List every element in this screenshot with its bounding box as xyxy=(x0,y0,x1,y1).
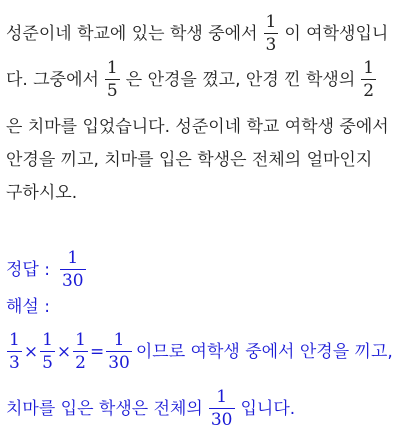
equals-operator: = xyxy=(89,341,105,362)
fraction-denominator: 5 xyxy=(42,353,53,374)
solution-label: 해설 : xyxy=(6,297,50,317)
fraction-denominator: 5 xyxy=(106,81,118,102)
problem-line-5 xyxy=(6,183,77,203)
fraction xyxy=(106,330,132,373)
fraction-bar xyxy=(60,269,86,270)
solution-label-line xyxy=(6,297,50,317)
problem-line-2 xyxy=(6,58,382,101)
fraction xyxy=(264,12,279,55)
fraction-denominator: 30 xyxy=(108,353,130,374)
problem-text: 은 치마를 입었습니다. 성준이네 학교 여학생 중에서 xyxy=(6,117,389,137)
fraction-numerator: 1 xyxy=(216,387,228,407)
problem-text: 은 안경을 꼈고, 안경 낀 학생의 xyxy=(125,69,356,90)
problem-line-3 xyxy=(6,117,389,137)
fraction-numerator: 1 xyxy=(42,330,53,350)
problem-line-4 xyxy=(6,150,372,170)
fraction-denominator: 2 xyxy=(75,353,86,374)
fraction-numerator: 1 xyxy=(265,12,277,32)
problem-text: 다. 그중에서 xyxy=(6,69,99,90)
answer-label: 정답 : xyxy=(6,259,50,280)
fraction xyxy=(73,330,88,373)
fraction-bar xyxy=(40,351,55,352)
fraction-numerator: 1 xyxy=(67,248,79,268)
fraction-denominator: 3 xyxy=(9,353,20,374)
fraction xyxy=(40,330,55,373)
times-operator: × xyxy=(56,341,72,362)
problem-text: 구하시오. xyxy=(6,183,78,203)
fraction-bar xyxy=(106,351,132,352)
fraction-bar xyxy=(209,408,235,409)
answer-line xyxy=(6,248,92,291)
fraction-numerator: 1 xyxy=(9,330,20,350)
times-operator: × xyxy=(23,341,39,362)
fraction-numerator: 1 xyxy=(113,330,125,350)
fraction-denominator: 3 xyxy=(265,35,277,56)
fraction-bar xyxy=(105,79,120,80)
result-fraction xyxy=(209,387,235,430)
fraction-bar xyxy=(264,33,279,34)
fraction-denominator: 2 xyxy=(363,81,375,102)
fraction-bar xyxy=(73,351,88,352)
answer-fraction xyxy=(60,248,86,291)
solution-text: 치마를 입은 학생은 전체의 xyxy=(6,398,203,419)
solution-conclusion-line xyxy=(6,387,295,430)
problem-text: 성준이네 학교에 있는 학생 중에서 xyxy=(6,23,258,44)
problem-text: 안경을 끼고, 치마를 입은 학생은 전체의 얼마인지 xyxy=(6,150,373,170)
fraction-bar xyxy=(361,79,376,80)
solution-text: 이므로 여학생 중에서 안경을 끼고, xyxy=(135,341,393,362)
problem-text: 이 여학생입니 xyxy=(284,23,389,44)
problem-line-1 xyxy=(6,12,388,55)
fraction xyxy=(361,58,376,101)
solution-text: 입니다. xyxy=(240,398,296,419)
fraction-numerator: 1 xyxy=(75,330,86,350)
solution-equation-line xyxy=(6,330,393,373)
fraction xyxy=(105,58,120,101)
fraction-numerator: 1 xyxy=(363,58,375,78)
fraction xyxy=(7,330,22,373)
fraction-numerator: 1 xyxy=(106,58,118,78)
fraction-denominator: 30 xyxy=(61,271,84,292)
fraction-bar xyxy=(7,351,22,352)
fraction-denominator: 30 xyxy=(210,410,233,430)
